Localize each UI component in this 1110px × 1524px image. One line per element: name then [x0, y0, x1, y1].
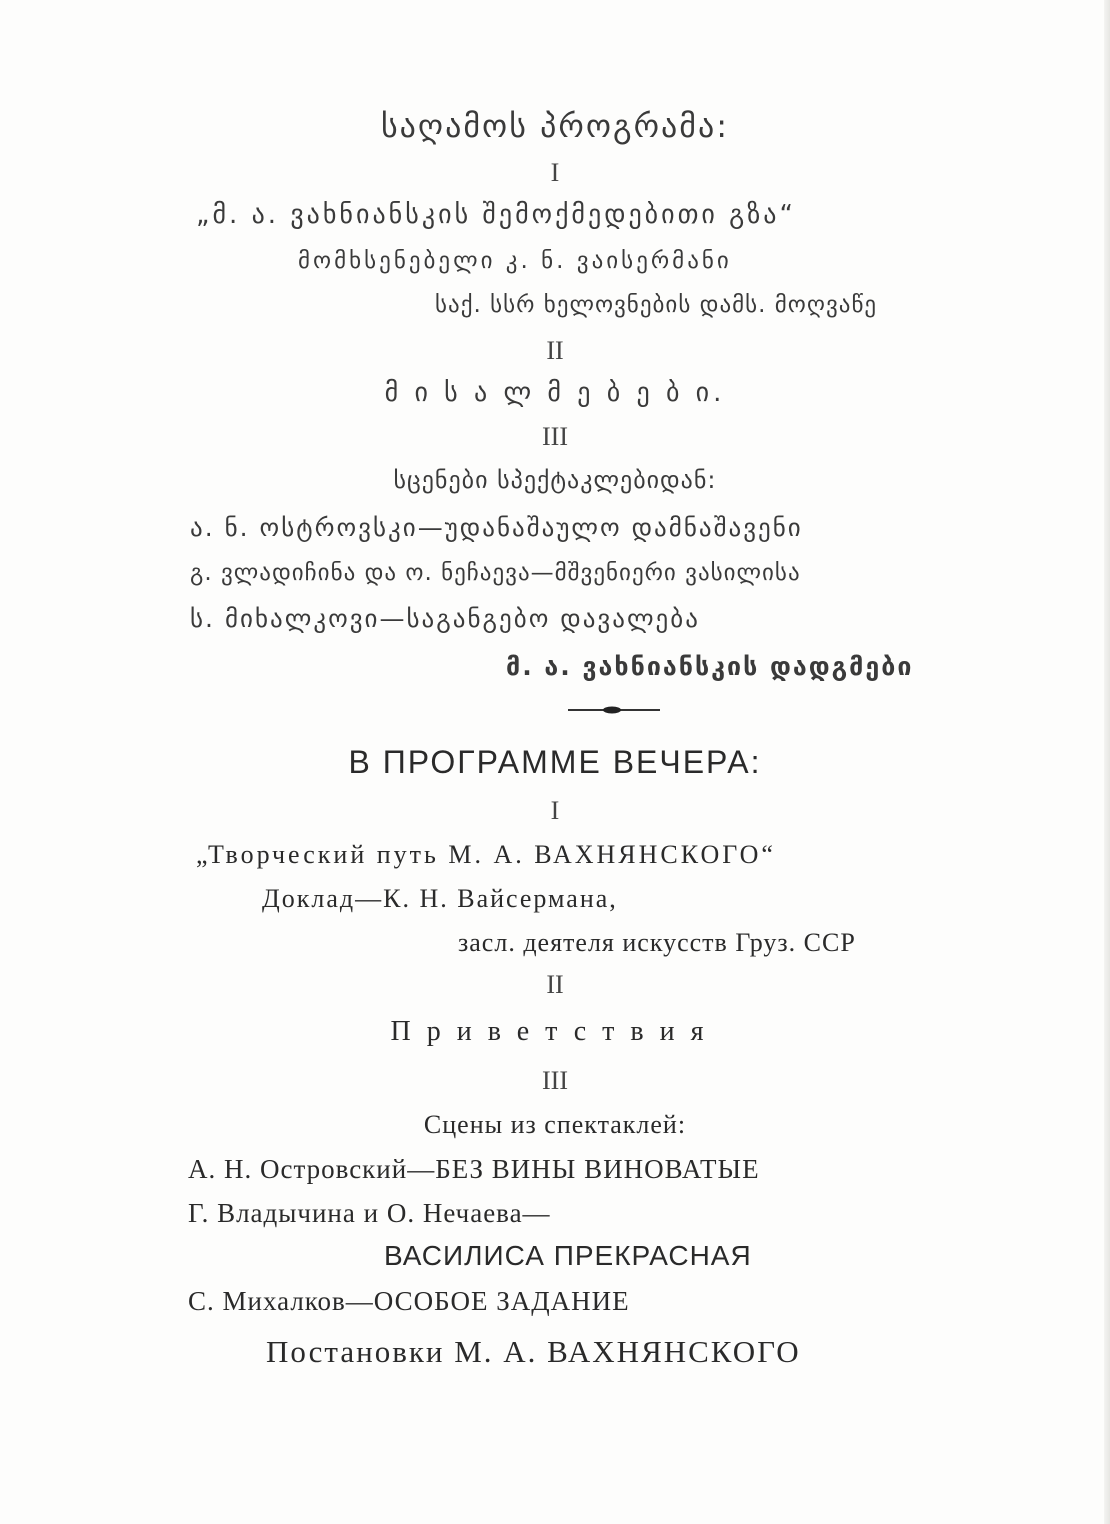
georgian-part1-speaker: მომხსენებელი კ. ნ. ვაისერმანი [298, 248, 732, 274]
russian-part3-numeral: III [542, 1066, 568, 1095]
georgian-director: მ. ა. ვახნიანსკის დადგმები [506, 652, 914, 681]
georgian-part1-speaker-title: საქ. სსრ ხელოვნების დამს. მოღვაწე [435, 292, 878, 318]
russian-part1-numeral: I [550, 796, 560, 825]
russian-play-3: С. Михалков—ОСОБОЕ ЗАДАНИЕ [188, 1286, 630, 1316]
georgian-title: საღამოს პროგრამა: [380, 107, 730, 145]
georgian-part3-numeral: III [542, 422, 568, 451]
russian-part1-speaker-title: засл. деятеля искусств Груз. ССР [458, 928, 856, 957]
russian-part2-heading: Приветствия [390, 1016, 720, 1047]
ornament-divider [568, 704, 660, 716]
russian-part1-speaker: Доклад—К. Н. Вайсермана, [262, 884, 618, 913]
russian-play-2-authors: Г. Владычина и О. Нечаева— [188, 1198, 551, 1228]
georgian-part1-heading: „მ. ა. ვახნიანსკის შემოქმედებითი გზა“ [196, 200, 796, 230]
georgian-play-3: ს. მიხალკოვი—საგანგებო დავალება [190, 604, 700, 633]
georgian-play-2: გ. ვლადიჩინა და ო. ნეჩაევა—მშვენიერი ვასილისა [190, 560, 801, 586]
georgian-play-1: ა. ნ. ოსტროვსკი—უდანაშაულო დამნაშავენი [190, 513, 803, 542]
georgian-part3-heading: სცენები სპექტაკლებიდან: [393, 466, 717, 494]
georgian-part2-numeral: II [546, 336, 564, 365]
georgian-part1-numeral: I [550, 158, 560, 187]
russian-director: Постановки М. А. ВАХНЯНСКОГО [266, 1334, 801, 1369]
russian-title: В ПРОГРАММЕ ВЕЧЕРА: [348, 744, 762, 780]
russian-part2-numeral: II [546, 970, 564, 999]
georgian-part2-heading: მ ი ს ა ლ მ ე ბ ე ბ ი. [384, 378, 726, 408]
russian-play-1: А. Н. Островский—БЕЗ ВИНЫ ВИНОВАТЫЕ [188, 1154, 760, 1184]
russian-part3-heading: Сцены из спектаклей: [423, 1110, 687, 1139]
russian-play-2-title: ВАСИЛИСА ПРЕКРАСНАЯ [384, 1240, 752, 1271]
russian-part1-heading: „Творческий путь М. А. ВАХНЯНСКОГО“ [196, 840, 776, 869]
